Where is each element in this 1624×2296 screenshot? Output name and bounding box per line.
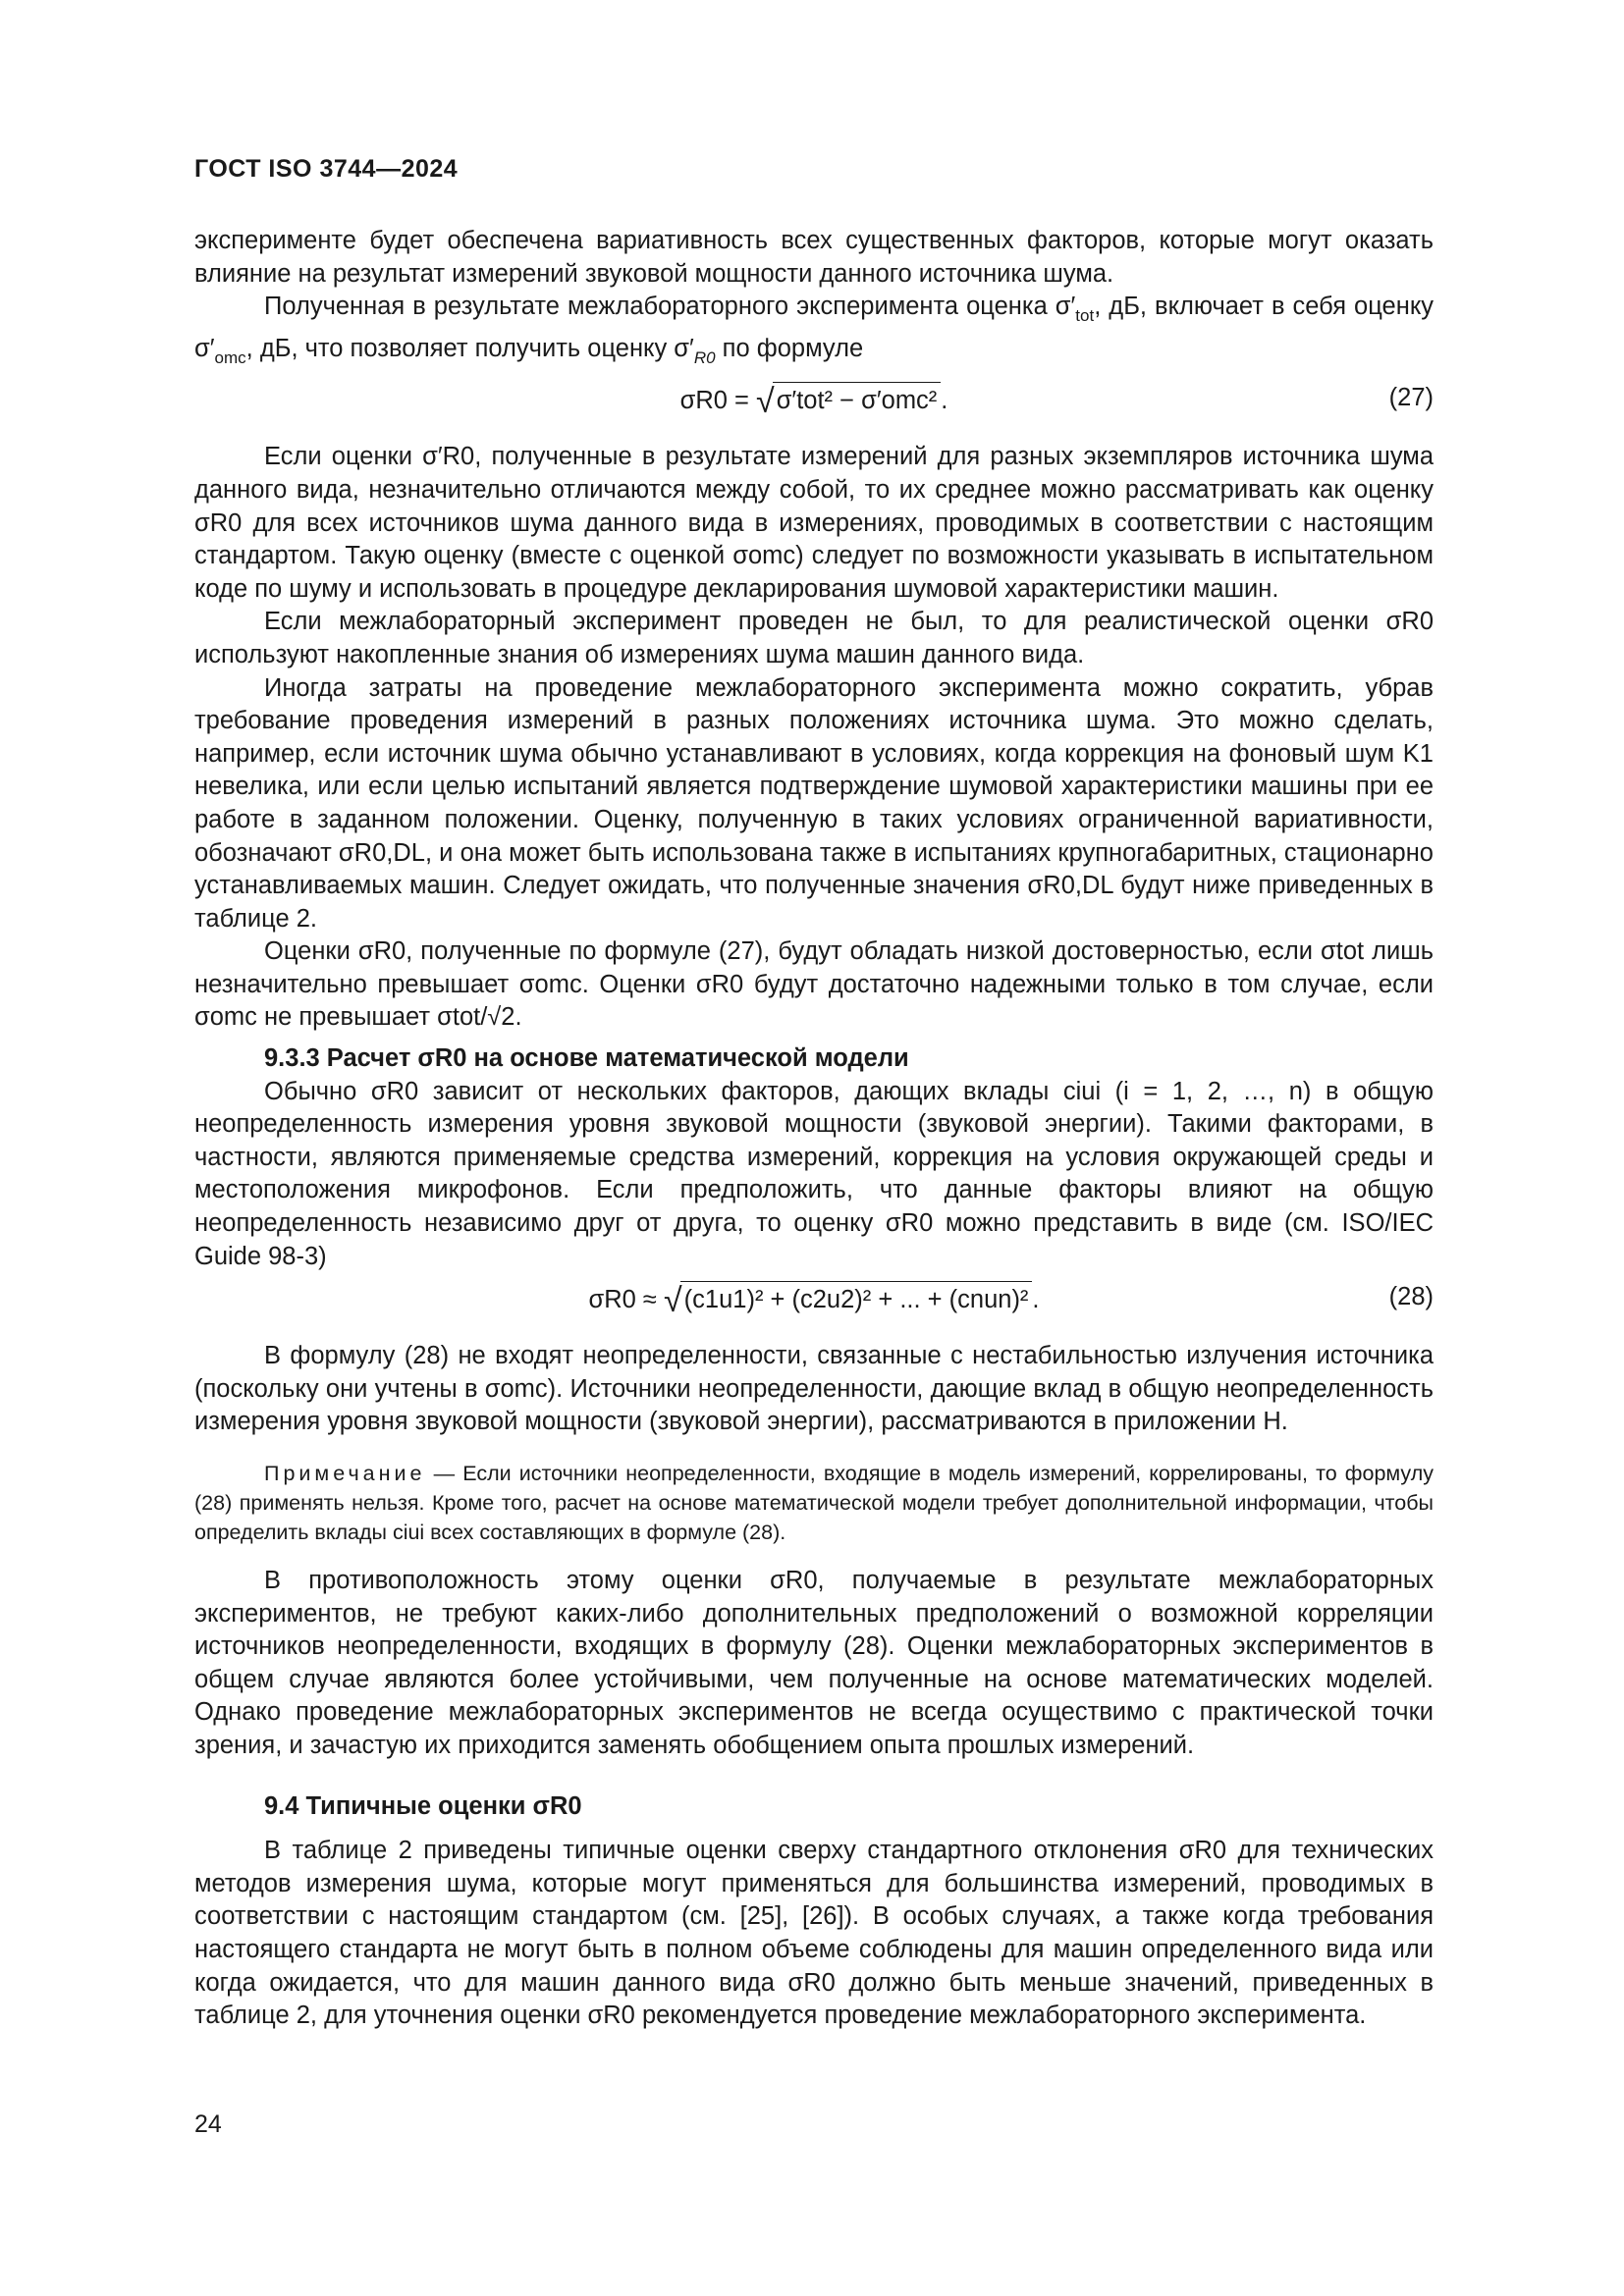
- formula-28: [194, 1273, 1434, 1340]
- paragraph-reliability: Оценки σR0, полученные по формуле (27), будут обладать низкой достоверностью, если σtot лишь незначительно превышает σomc. Оценки σR0 будут достаточно надежными только в том случае, если σomc не превышает σtot/√2.: [194, 937, 1434, 1032]
- note-text: — Если источники неопределенности, входящие в модель измерений, коррелированы, то формулу (28) применять нельзя. Кроме того, расчет на основе математической модели требует дополнительной информации, чтобы определить вклады ciui всех составляющих в формуле (28).: [194, 1462, 1434, 1544]
- formula-27-expression: σR0 = √σ′tot² − σ′omc² .: [679, 383, 948, 421]
- document-header: ГОСТ ISO 3744—2024: [194, 155, 459, 183]
- paragraph-formula-28-scope: В формулу (28) не входят неопределенности, связанные с нестабильностью излучения источника (поскольку они учтены в σomc). Источники неопределенности, дающие вклад в общую неопределенность измерения уровня звуковой мощности (звуковой энергии), рассматриваются в приложении H.: [194, 1342, 1434, 1436]
- paragraph-math-model: Обычно σR0 зависит от нескольких факторов, дающих вклады ciui (i = 1, 2, …, n) в общую неопределенность измерения уровня звуковой мощности (звуковой энергии). Такими факторами, в частности, являются применяемые средства измерений, коррекция на условия окружающей среды и местоположения микрофонов. Если предположить, что данные факторы влияют на общую неопределенность независимо друг от друга, то оценку σR0 можно представить в виде (см. ISO/IEC Guide 98-3): [194, 1077, 1434, 1270]
- heading-9-4: 9.4 Типичные оценки σR0: [264, 1791, 582, 1820]
- paragraph-estimate-intro: Полученная в результате межлабораторного эксперимента оценка $\sigma'_{tot}$, дБ, включает в себя оценку $\sigma'_{omc}$, дБ, что позволяет получить оценку $\sigma'_{R0}$ по формуле: [194, 293, 1435, 367]
- sqrt-icon: √: [664, 1282, 682, 1320]
- paragraph-no-experiment: Если межлабораторный эксперимент проведен не был, то для реалистической оценки σR0 используют накопленные знания об измерениях шума машин данного вида.: [194, 608, 1434, 668]
- paragraph-mean-estimate: Если оценки σ′R0, полученные в результате измерений для разных экземпляров источника шума данного вида, незначительно отличаются между собой, то их среднее можно рассматривать как оценку σR0 для всех источников шума данного вида в измерениях, проводимых в соответствии с настоящим стандартом. Такую оценку (вместе с оценкой σomc) следует по возможности указывать в испытательном коде по шуму и использовать в процедуре декларирования шумовой характеристики машин.: [194, 443, 1434, 603]
- paragraph-cost-reduction: Иногда затраты на проведение межлабораторного эксперимента можно сократить, убрав требование проведения измерений в разных положениях источника шума. Это можно сделать, например, если источник шума обычно устанавливают в условиях, когда коррекция на фоновый шум K1 невелика, или если целью испытаний является подтверждение шумовой характеристики машины при ее работе в заданном положении. Оценку, полученную в таких условиях ограниченной вариативности, обозначают σR0,DL, и она может быть использована также в испытаниях крупногабаритных, стационарно устанавливаемых машин. Следует ожидать, что полученные значения σR0,DL будут ниже приведенных в таблице 2.: [194, 673, 1434, 933]
- formula-28-number: (28): [1388, 1283, 1434, 1311]
- formula-28-expression: σR0 ≈ √(c1u1)² + (c2u2)² + ... + (cnun)² .: [588, 1282, 1040, 1320]
- page-body: [194, 225, 1434, 2033]
- paragraph-typical-estimates: В таблице 2 приведены типичные оценки сверху стандартного отклонения σR0 для технических методов измерения шума, которые могут применяться для большинства измерений, проводимых в соответствии с настоящим стандартом (см. [25], [26]). В особых случаях, а также когда требования настоящего стандарта не могут быть в полном объеме соблюдены для машин определенного вида или когда ожидается, что для машин данного вида σR0 должно быть меньше значений, приведенных в таблице 2, для уточнения оценки σR0 рекомендуется проведение межлабораторного эксперимента.: [194, 1837, 1434, 2030]
- paragraph-interlab-advantage: В противоположность этому оценки σR0, получаемые в результате межлабораторных экспериментов, не требуют каких-либо дополнительных предположений о возможной корреляции источников неопределенности, входящих в формулу (28). Оценки межлабораторных экспериментов в общем случае являются более устойчивыми, чем полученные на основе математических моделей. Однако проведение межлабораторных экспериментов не всегда осуществимо с практической точки зрения, и зачастую их приходится заменять обобщением опыта прошлых измерений.: [194, 1567, 1434, 1759]
- paragraph-continuation: эксперименте будет обеспечена вариативность всех существенных факторов, которые могут оказать влияние на результат измерений звуковой мощности данного источника шума.: [194, 227, 1434, 288]
- note: [194, 1459, 1434, 1547]
- formula-27-number: (27): [1388, 384, 1434, 412]
- page-number: 24: [194, 2110, 222, 2138]
- note-label: Примечание: [264, 1462, 426, 1485]
- heading-9-3-3: 9.3.3 Расчет σR0 на основе математической модели: [264, 1044, 909, 1073]
- formula-27: [194, 374, 1434, 441]
- sqrt-icon: √: [756, 383, 775, 421]
